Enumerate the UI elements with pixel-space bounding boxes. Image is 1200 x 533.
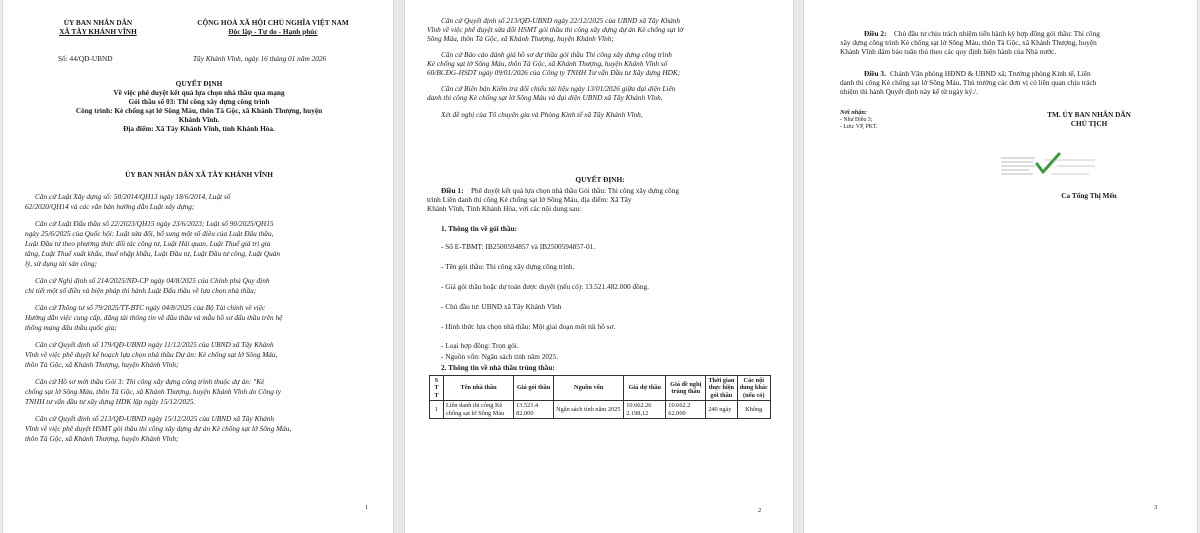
paragraph-line: Vĩnh về việc phê duyệt sửa đổi HSMT gói thầu thi công xây dựng dự án Kè chống sạt lở	[427, 25, 684, 34]
document-page-2	[404, 0, 794, 533]
article-3-label: Điều 3.	[864, 69, 886, 78]
paragraph-line: thống mạng đấu thầu quốc gia;	[25, 323, 117, 332]
subtitle-2: Gói thầu số 03: Thi công xây dựng công trình	[128, 97, 270, 106]
digital-signature-stamp	[999, 152, 1099, 178]
paragraph-line: chi tiết một số điều và biện pháp thi hành Luật Đấu thầu về lựa chọn nhà thầu;	[25, 286, 257, 295]
info-item: - Loại hợp đồng: Trọn gói.	[441, 341, 519, 350]
header-left-2: XÃ TÂY KHÁNH VĨNH	[59, 27, 137, 36]
info-item: - Chủ đầu tư: UBND xã Tây Khánh Vĩnh	[441, 302, 562, 311]
col-funding: Nguồn vốn	[554, 376, 624, 401]
paragraph-line: tăng, Luật Thuế xuất khẩu, thuế nhập khẩu, Luật Đầu tư, Luật Đầu tư công, Luật Quản	[25, 249, 281, 258]
recipients-title: Nơi nhận:	[840, 109, 868, 116]
cell-bidder: Liên danh thi công Kè chống sạt lở Sông Máu	[444, 401, 514, 419]
table-row	[430, 401, 771, 419]
paragraph-line: thôn Tà Gộc, xã Khánh Thượng, huyện Khánh Vĩnh;	[25, 434, 179, 443]
paragraph-line: danh thi công Kè chống sạt lở Sông Máu và đại diện UBND xã Tây Khánh Vĩnh,	[427, 93, 663, 102]
recipient-2: - Lưu: VP, PKT.	[840, 124, 878, 130]
paragraph-line: Vĩnh về việc phê duyệt kế hoạch lựa chọn nhà thầu Dự án: Kè chống sạt lở Sông Máu,	[25, 350, 278, 359]
info-item: - Số E-TBMT: IB2500594857 và IB2500594857-01.	[441, 242, 596, 251]
cell-duration: 240 ngày	[706, 401, 737, 419]
col-bidder: Tên nhà thầu	[444, 376, 514, 401]
paragraph-line: chống sạt lở Sông Máu, thôn Tà Gộc, xã Khánh Thượng, huyện Khánh Vĩnh do Công ty	[25, 387, 282, 396]
article-3-line-3: nhiệm thi hành Quyết định này kể từ ngày ký./.	[840, 87, 978, 96]
col-proposed-price: Giá đề nghị trúng thầu	[666, 376, 706, 401]
decision-title: QUYẾT ĐỊNH	[175, 79, 223, 88]
info-item: - Hình thức lựa chọn nhà thầu: Một giai đoạn một túi hồ sơ.	[441, 322, 616, 331]
header-right-1: CỘNG HOÀ XÃ HỘI CHỦ NGHĨA VIỆT NAM	[197, 18, 349, 27]
info-item: - Tên gói thầu: Thi công xây dựng công trình.	[441, 262, 575, 271]
sign-title-2: CHỦ TỊCH	[1070, 119, 1108, 128]
cell-package-price: 13.521.4 82.000	[514, 401, 554, 419]
cell-stt: 1	[430, 401, 444, 419]
paragraph-line: Căn cứ Quyết định số 213/QĐ-UBND ngày 22/12/2025 của UBND xã Tây Khánh	[441, 16, 681, 25]
article-3-line-2: danh thi công Kè chống sạt lở Sông Máu, Thủ trưởng các đơn vị có liên quan chịu trách	[840, 78, 1097, 87]
recipient-1: - Như Điều 3;	[840, 117, 873, 123]
article-2-line-2: xây dựng công trình Kè chống sạt lở Sông Máu, thôn Tà Gộc, xã Khánh Thượng, huyện	[840, 38, 1097, 47]
paragraph-line: Căn cứ Nghị định số 214/2025/NĐ-CP ngày 04/8/2025 của Chính phủ Quy định	[35, 276, 270, 285]
article-1-line-1: Phê duyệt kết quả lựa chọn nhà thầu Gói thầu: Thi công xây dựng công	[471, 186, 679, 195]
col-stt: S T T	[430, 376, 444, 401]
paragraph-line: Hướng dẫn việc cung cấp, đăng tải thông tin về đấu thầu và mẫu hồ sơ đấu thầu trên hệ	[25, 313, 283, 322]
article-1-label: Điều 1:	[441, 186, 464, 195]
page-number-1: 1	[365, 504, 369, 511]
paragraph-line: Căn cứ Quyết định số 179/QĐ-UBND ngày 11/12/2025 của UBND xã Tây Khánh	[35, 340, 274, 349]
subtitle-3: Công trình: Kè chống sạt lở Sông Máu, thôn Tà Gộc, xã Khánh Thượng, huyện	[75, 106, 323, 115]
paragraph-line: 60/BCĐG-HSDT ngày 09/01/2026 của Công ty TNHH Tư vấn Đầu tư Xây dựng HDK;	[427, 68, 681, 77]
paragraph-line: TNHH tư vấn đầu tư xây dựng HDK lập ngày 15/12/2025.	[25, 397, 196, 406]
info-item: - Nguồn vốn: Ngân sách tỉnh năm 2025.	[441, 352, 559, 361]
paragraph-line: Căn cứ Thông tư số 79/2025/TT-BTC ngày 04/8/2025 của Bộ Tài chính về việc	[35, 303, 266, 312]
winning-bidder-table	[429, 375, 771, 419]
decide-heading: QUYẾT ĐỊNH:	[575, 175, 625, 184]
cell-other: Không	[737, 401, 771, 419]
paragraph-line: thôn Tà Gộc, xã Khánh Thượng, huyện Khánh Vĩnh;	[25, 360, 179, 369]
cell-funding: Ngân sách tỉnh năm 2025	[554, 401, 624, 419]
info-item: - Giá gói thầu hoặc dự toán được duyệt (nếu có): 13.521.482.000 đồng.	[441, 282, 649, 291]
article-2-line-1: Chủ đầu tư chịu trách nhiệm tiến hành ký hợp đồng gói thầu: Thi công	[894, 29, 1100, 38]
check-icon	[1037, 154, 1059, 172]
paragraph-line: Căn cứ Luật Đấu thầu số 22/2023/QH15 ngày 23/6/2023; Luật số 90/2025/QH15	[35, 219, 274, 228]
paragraph-line: Luật Đầu tư theo phương thức đối tác công tư, Luật Hải quan, Luật Thuế giá trị gia	[25, 239, 271, 248]
subtitle-1: Về việc phê duyệt kết quả lựa chọn nhà thầu qua mạng	[113, 88, 285, 97]
cell-proposed-price: 10.662.2 62.000	[666, 401, 706, 419]
section-1-heading: 1. Thông tin về gói thầu:	[441, 224, 518, 233]
article-2-label: Điều 2:	[864, 29, 887, 38]
place-date: Tây Khánh Vĩnh, ngày 16 tháng 01 năm 2026	[193, 54, 327, 63]
article-1-line-2: trình Liên danh thi công Kè chống sạt lở Sông Máu, địa điểm: Xã Tây	[427, 195, 632, 204]
article-2-line-3: Khánh Vĩnh đảm bảo tuân thủ theo các quy định hiện hành của Nhà nước.	[840, 47, 1057, 56]
col-duration: Thời gian thực hiện gói thầu	[706, 376, 737, 401]
subtitle-4: Khánh Vĩnh.	[178, 115, 220, 124]
paragraph-line: Xét đề nghị của Tổ chuyên gia và Phòng Kinh tế xã Tây Khánh Vĩnh,	[441, 110, 643, 119]
paragraph-line: Căn cứ Báo cáo đánh giá hồ sơ dự thầu gói thầu Thi công xây dựng công trình	[441, 50, 672, 59]
paragraph-line: Căn cứ Biên bản Kiểm tra đối chiếu tài liệu ngày 13/01/2026 giữa đại diện Liên	[441, 84, 676, 93]
document-page-1	[2, 0, 394, 533]
section-2-heading: 2. Thông tin về nhà thầu trúng thầu:	[441, 363, 555, 372]
table-header-row	[430, 376, 771, 401]
col-bid-price: Giá dự thầu	[624, 376, 666, 401]
paragraph-line: Kè chống sạt lở Sông Máu, thôn Tà Gộc, xã Khánh Thượng, huyện Khánh Vĩnh số	[427, 59, 668, 68]
header-right-2: Độc lập - Tự do - Hạnh phúc	[228, 27, 318, 36]
cell-bid-price: 10.662.26 2.198,12	[624, 401, 666, 419]
doc-number: Số: 44/QĐ-UBND	[58, 54, 113, 63]
page-number-2: 2	[758, 507, 762, 514]
page-number-3: 3	[1154, 504, 1158, 511]
signer-name: Ca Tống Thị Mến	[1061, 191, 1117, 200]
paragraph-line: Vĩnh về việc phê duyệt HSMT gói thầu thi công xây dựng dự án Kè chống sạt lở Sông Máu,	[25, 424, 292, 433]
article-3-line-1: Chánh Văn phòng HĐND & UBND xã; Trưởng phòng Kinh tế, Liên	[890, 69, 1091, 78]
sign-title-1: TM. ỦY BAN NHÂN DÂN	[1047, 110, 1131, 119]
paragraph-line: Căn cứ Quyết định số 213/QĐ-UBND ngày 15/12/2025 của UBND xã Tây Khánh	[35, 414, 275, 423]
subtitle-5: Địa điểm: Xã Tây Khánh Vĩnh, tỉnh Khánh Hòa.	[123, 124, 275, 133]
authority-heading: ỦY BAN NHÂN DÂN XÃ TÂY KHÁNH VĨNH	[125, 170, 273, 179]
paragraph-line: ngày 25/6/2025 của Quốc hội: Luật sửa đổi, bổ sung một số điều của Luật Đấu thầu,	[25, 229, 274, 238]
paragraph-line: lý, sử dụng tài sản công;	[25, 259, 98, 268]
article-1-line-3: Khánh Vĩnh, Tỉnh Khánh Hòa, với các nội dung sau:	[427, 204, 582, 213]
paragraph-line: Căn cứ Hồ sơ mời thầu Gói 3: Thi công xây dựng công trình thuộc dự án: "Kè	[35, 377, 265, 386]
document-page-3	[803, 0, 1198, 533]
paragraph-line: Sông Máu, thôn Tà Gộc, xã Khánh Thượng, huyện Khánh Vĩnh;	[427, 34, 614, 43]
col-other: Các nội dung khác (nếu có)	[737, 376, 771, 401]
paragraph-line: 62/2020/QH14 và các văn bản hướng dẫn Luật xây dựng;	[25, 202, 195, 211]
header-left-1: ỦY BAN NHÂN DÂN	[63, 18, 133, 27]
col-package-price: Giá gói thầu	[514, 376, 554, 401]
paragraph-line: Căn cứ Luật Xây dựng số: 50/2014/QH13 ngày 18/6/2014, Luật số	[35, 192, 231, 201]
